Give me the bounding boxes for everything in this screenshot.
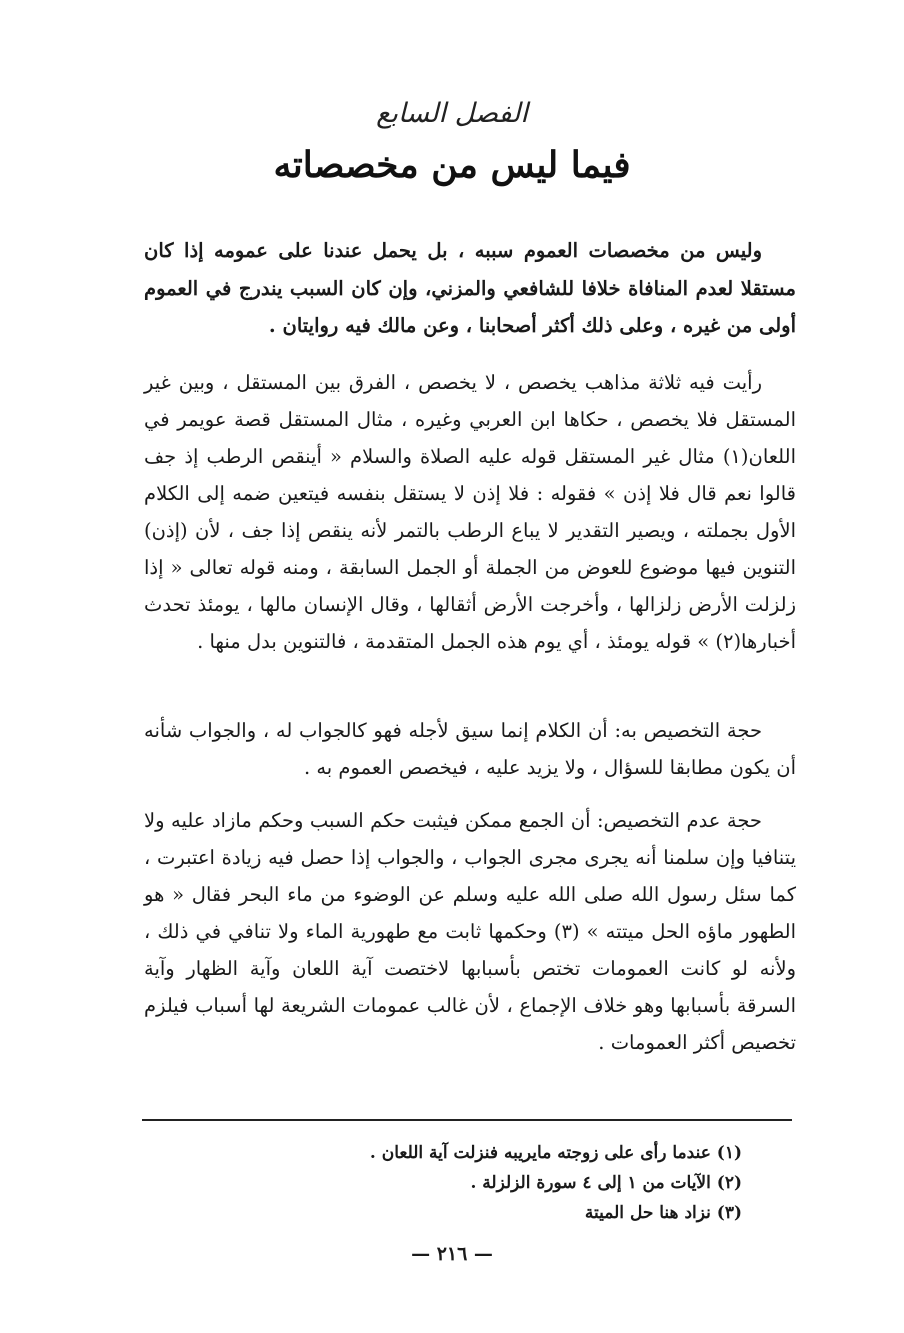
argument-against-specification — [144, 802, 796, 1061]
footnote-item: (١) عندما رأى على زوجته مايريبه فنزلت آية اللعان . — [369, 1143, 742, 1163]
chapter-label: الفصل السابع — [376, 98, 528, 129]
argument-for-specification — [144, 712, 796, 786]
paragraph-text: حجة التخصيص به: أن الكلام إنما سيق لأجله فهو كالجواب له ، والجواب شأنه أن يكون مطابقا للسؤال ، ولا يزيد عليه ، فيخصص العموم به . — [144, 719, 796, 779]
commentary-paragraph — [144, 364, 796, 660]
footnote-divider — [142, 1119, 792, 1121]
opening-paragraph — [144, 232, 796, 345]
paragraph-text: حجة عدم التخصيص: أن الجمع ممكن فيثبت حكم السبب وحكم مازاد عليه ولا يتنافيا وإن سلمنا أنه يجرى مجرى الجواب ، والجواب إذا حصل فيه زيادة اعتبرت ، كما سئل رسول الله صلى الله عليه وسلم عن الوضوء من ماء البحر فقال « هو الطهور ماؤه الحل ميتته » (٣) وحكمها ثابت مع طهورية الماء ولا تنافي في ذلك ، ولأنه لو كانت العمومات تختص بأسبابها لاختصت آية اللعان وآية الظهار وآية السرقة بأسبابها وهو خلاف الإجماع ، لأن غالب عمومات الشريعة لها أسباب فيلزم تخصيص أكثر العمومات . — [144, 809, 796, 1054]
page-number: — ٢١٦ — — [411, 1243, 493, 1265]
paragraph-text: رأيت فيه ثلاثة مذاهب يخصص ، لا يخصص ، الفرق بين المستقل ، وبين غير المستقل فلا يخصص ، حكاها ابن العربي وغيره ، مثال المستقل قصة عويمر في اللعان(١) مثال غير المستقل قوله عليه الصلاة والسلام « أينقص الرطب إذ جف قالوا نعم قال فلا إذن » فقوله : فلا إذن لا يستقل بنفسه فيتعين ضمه إلى الكلام الأول بجملته ، ويصير التقدير لا يباع الرطب بالتمر لأنه ينقص إذا جف ، لأن (إذن) التنوين فيها موضوع للعوض من الجملة أو الجمل السابقة ، ومنه قوله تعالى « إذا زلزلت الأرض زلزالها ، وأخرجت الأرض أثقالها ، وقال الإنسان مالها ، يومئذ تحدث أخبارها(٢) » قوله يومئذ ، أي يوم هذه الجمل المتقدمة ، فالتنوين بدل منها . — [144, 371, 796, 653]
footnotes-list — [142, 1138, 742, 1228]
chapter-title: فيما ليس من مخصصاته — [273, 144, 631, 186]
footnote-item: (٢) الآيات من ١ إلى ٤ سورة الزلزلة . — [470, 1173, 742, 1193]
footnote-item: (٣) نزاد هنا حل الميتة — [584, 1203, 742, 1223]
paragraph-text: وليس من مخصصات العموم سببه ، بل يحمل عندنا على عمومه إذا كان مستقلا لعدم المنافاة خلافا للشافعي والمزني، وإن كان السبب يندرج في العموم أولى من غيره ، وعلى ذلك أكثر أصحابنا ، وعن مالك فيه روايتان . — [144, 239, 796, 337]
